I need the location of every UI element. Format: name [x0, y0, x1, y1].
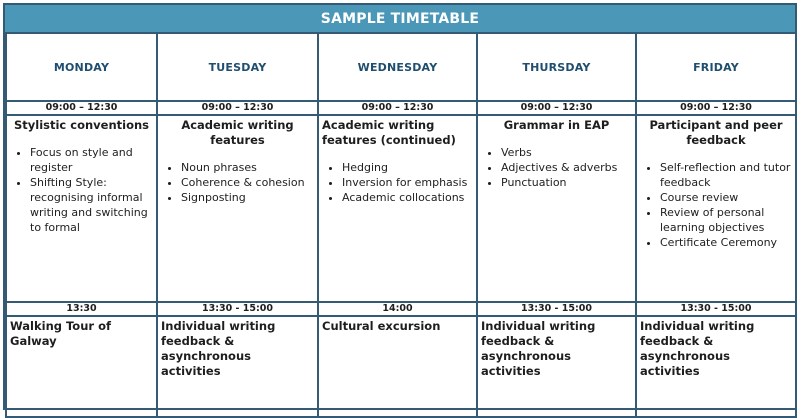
day-header-tuesday: TUESDAY [157, 33, 318, 101]
session-topics [161, 160, 314, 205]
session-topics [10, 145, 153, 235]
list-item: • Self-reflection and tutor feedback [660, 160, 792, 190]
morning-session-tuesday [157, 115, 318, 302]
list-item: • Verbs [501, 145, 632, 160]
session-topics [640, 160, 792, 250]
afternoon-time-thursday: 13:30 - 15:00 [477, 302, 636, 316]
morning-time-friday: 09:00 – 12:30 [636, 101, 796, 115]
afternoon-session-row [6, 316, 796, 417]
day-header-thursday: THURSDAY [477, 33, 636, 101]
session-title: Grammar in EAP [503, 118, 610, 132]
session-title: Participant and peer feedback [649, 118, 783, 147]
session-title: Academic writing features [181, 118, 294, 147]
list-item: • Adjectives & adverbs [501, 160, 632, 175]
list-item: • Coherence & cohesion [181, 175, 314, 190]
session-title: Individual writing feedback & asynchronous activities [161, 319, 276, 378]
session-title: Individual writing feedback & asynchronous activities [640, 319, 755, 378]
list-item: • Noun phrases [181, 160, 314, 175]
timetable-title: SAMPLE TIMETABLE [320, 10, 480, 27]
list-item: • Review of personal learning objectives [660, 205, 792, 235]
afternoon-session-monday [6, 316, 157, 417]
session-topics [322, 160, 473, 205]
list-item: • Academic collocations [342, 190, 473, 205]
afternoon-time-row [6, 302, 796, 316]
afternoon-session-wednesday [318, 316, 477, 417]
afternoon-time-monday: 13:30 [6, 302, 157, 316]
timetable-frame [3, 3, 797, 410]
day-header-friday: FRIDAY [636, 33, 796, 101]
session-title: Stylistic conventions [13, 118, 150, 132]
timetable [5, 32, 797, 418]
morning-time-monday: 09:00 – 12:30 [6, 101, 157, 115]
list-item: • Shifting Style: recognising informal writing and switching to formal [30, 175, 153, 235]
afternoon-time-wednesday: 14:00 [318, 302, 477, 316]
day-header-wednesday: WEDNESDAY [318, 33, 477, 101]
title-bar [5, 5, 795, 32]
day-header-monday: MONDAY [6, 33, 157, 101]
session-title: Academic writing features (continued) [322, 118, 456, 147]
morning-session-thursday [477, 115, 636, 302]
afternoon-time-tuesday: 13:30 - 15:00 [157, 302, 318, 316]
morning-time-row [6, 101, 796, 115]
morning-session-monday [6, 115, 157, 302]
list-item: • Certificate Ceremony [660, 235, 792, 250]
day-header-row [6, 33, 796, 101]
list-item: • Signposting [181, 190, 314, 205]
list-item: • Punctuation [501, 175, 632, 190]
session-title: Cultural excursion [322, 319, 441, 333]
session-topics [481, 145, 632, 190]
afternoon-time-friday: 13:30 - 15:00 [636, 302, 796, 316]
list-item: • Focus on style and register [30, 145, 153, 175]
morning-session-wednesday [318, 115, 477, 302]
afternoon-session-thursday [477, 316, 636, 417]
list-item: • Course review [660, 190, 792, 205]
list-item: • Hedging [342, 160, 473, 175]
morning-time-tuesday: 09:00 – 12:30 [157, 101, 318, 115]
morning-time-wednesday: 09:00 – 12:30 [318, 101, 477, 115]
afternoon-session-friday [636, 316, 796, 417]
session-title: Individual writing feedback & asynchronous activities [481, 319, 596, 378]
afternoon-session-tuesday [157, 316, 318, 417]
morning-time-thursday: 09:00 – 12:30 [477, 101, 636, 115]
morning-session-row [6, 115, 796, 302]
session-title: Walking Tour of Galway [10, 319, 111, 348]
list-item: • Inversion for emphasis [342, 175, 473, 190]
morning-session-friday [636, 115, 796, 302]
